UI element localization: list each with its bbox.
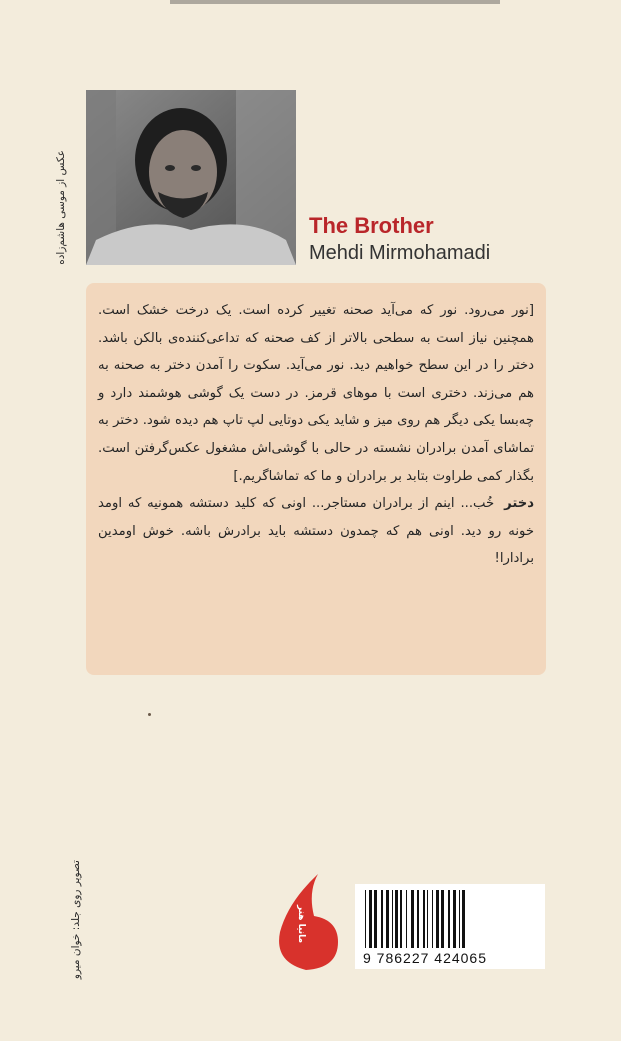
cover-credit: تصویر روی جلد: خوان میرو — [70, 860, 82, 980]
book-title: The Brother — [309, 213, 434, 238]
paper-speck — [148, 713, 151, 716]
publisher-logo — [268, 872, 346, 972]
author-photo — [86, 90, 296, 265]
speaker-name: دختر — [504, 496, 534, 512]
publisher-logo-text: مانیا هنر — [296, 905, 306, 944]
stage-direction: [نور می‌رود. نور که می‌آید صحنه تغییر کرده است. یک درخت خشک است. همچنین نیاز است به سطحی بالاتر از کف صحنه که تداعی‌کننده‌ی بالکن باشد. دختر را در این سطح خواهیم دید. نور می‌آید. سکوت را آمدن دختر به صحنه به هم می‌زند. دختری است با موهای قرمز. در دست یک گوشی هوشمند دارد و چه‌بسا یکی دیگر هم روی میز و شاید یکی دوتایی لپ تاپ هم دیده شود. دختر به تماشای آمدن برادران نشسته در حالی با گوشی‌اش مشغول عکس‌گرفتن است. بگذار کمی طراوت بتابد بر برادران و ما که تماشاگریم.] — [98, 303, 534, 484]
isbn-number: 9 786227 424065 — [363, 950, 487, 966]
photo-credit: عکس از موسی هاشم‌زاده — [55, 150, 67, 265]
isbn-barcode — [355, 884, 545, 969]
top-edge — [170, 0, 500, 4]
excerpt-text — [98, 297, 534, 573]
barcode-bars — [363, 890, 537, 948]
dialogue-line — [98, 490, 534, 573]
dialogue-text: خُب... اینم از برادران مستاجر... اونی که کلید دستشه همونیه که اومد خونه رو دید. اونی هم که چمدون دستشه باید برادرش باشه. خوش اومدین برادارا! — [98, 496, 534, 567]
book-author: Mehdi Mirmohamadi — [309, 242, 491, 264]
